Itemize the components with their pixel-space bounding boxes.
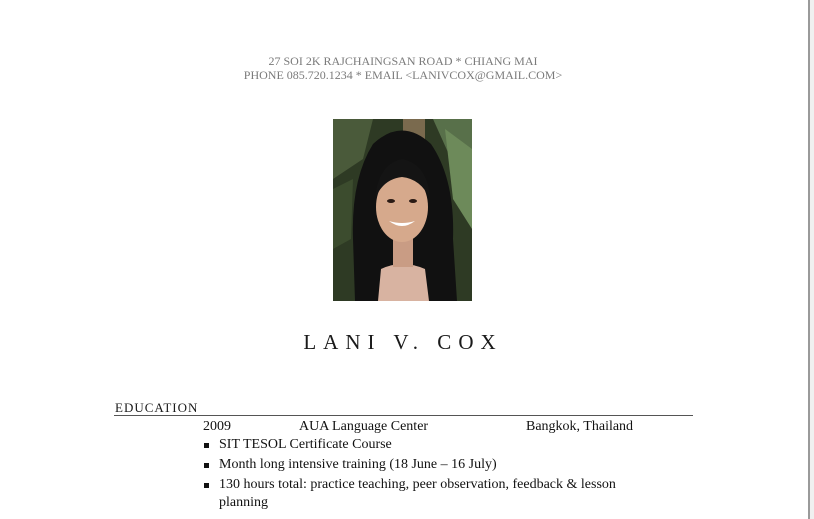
section-divider	[114, 415, 693, 416]
list-item-text: SIT TESOL Certificate Course	[219, 437, 392, 452]
contact-address: 27 SOI 2K RAJCHAINGSAN ROAD * CHIANG MAI	[268, 54, 538, 68]
list-item-text: 130 hours total: practice teaching, peer observation, feedback & lesson planning	[219, 477, 616, 510]
education-location: Bangkok, Thailand	[526, 419, 634, 434]
bullet-icon	[204, 443, 209, 448]
bullet-icon	[204, 483, 209, 488]
bullet-icon	[204, 463, 209, 468]
section-heading-education: EDUCATION	[115, 400, 199, 415]
list-item	[203, 436, 643, 454]
person-name: LANI V. COX	[303, 330, 503, 354]
list-item-text: Month long intensive training (18 June – 16 July)	[219, 457, 497, 472]
education-institution: AUA Language Center	[299, 419, 429, 434]
profile-photo	[333, 119, 472, 301]
list-item	[203, 456, 643, 474]
list-item	[203, 476, 643, 512]
education-year: 2009	[203, 419, 231, 434]
contact-phone-email: PHONE 085.720.1234 * EMAIL <LANIVCOX@GMAIL.COM>	[243, 68, 563, 82]
page-edge-shadow	[810, 0, 814, 519]
education-details-list	[203, 436, 643, 514]
